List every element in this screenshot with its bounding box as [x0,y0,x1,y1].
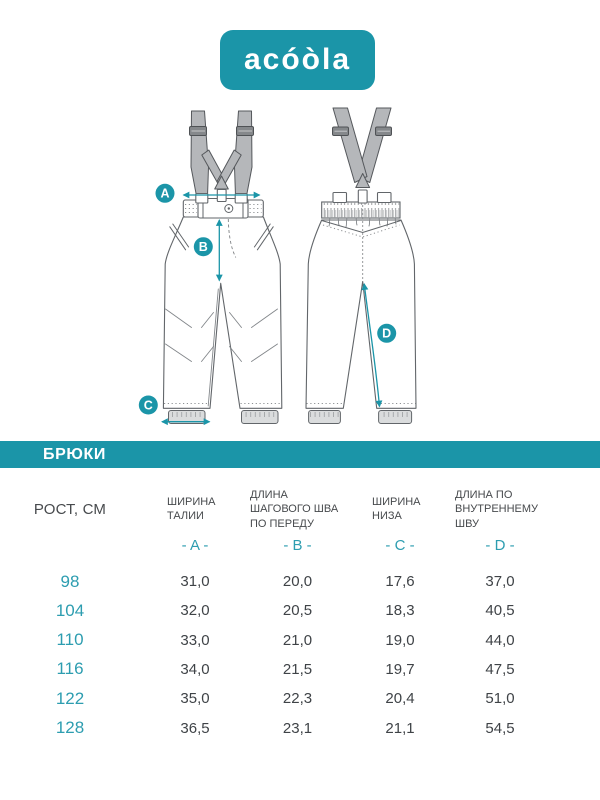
size-cell: 110 [56,630,84,650]
table-row [0,684,600,713]
value-cell: 35,0 [180,690,210,708]
table-row [0,713,600,742]
value-cell: 17,6 [385,573,415,591]
table-header-row [0,488,600,531]
table-row [0,596,600,625]
section-title-band [0,441,600,468]
col-header-waist-width: ШИРИНА ТАЛИИ [167,496,216,523]
table-row [0,625,600,654]
letter-cell-d: - D - [485,537,515,555]
value-cell: 21,1 [385,719,415,737]
table-row [0,567,600,596]
section-title: БРЮКИ [43,445,106,463]
table-row [0,655,600,684]
value-cell: 20,5 [282,602,313,620]
brand-logo-text: acóòla [243,43,352,76]
size-cell: 122 [55,688,85,708]
value-cell: 51,0 [485,690,515,708]
size-cell: 104 [55,600,85,620]
marker-a-badge [156,184,175,203]
marker-d-badge [377,324,396,343]
value-cell: 31,0 [180,573,210,591]
value-cell: 19,7 [385,660,415,678]
marker-c-letter: C [143,398,153,413]
col-header-height: РОСТ, СМ [33,500,107,518]
value-cell: 54,5 [485,719,515,737]
letter-cell-c: - C - [385,537,415,555]
value-cell: 21,5 [282,660,313,678]
letter-cell-b: - B - [283,537,312,555]
table-body [0,567,600,743]
pants-diagram [0,95,600,441]
size-cell: 98 [60,571,80,591]
col-header-front-rise: ДЛИНА ШАГОВОГО ШВА ПО ПЕРЕДУ [250,489,339,530]
value-cell: 47,5 [485,660,515,678]
value-cell: 21,0 [282,631,313,649]
letter-cell-a: - A - [181,537,209,555]
col-header-hem-width: ШИРИНА НИЗА [372,496,421,523]
value-cell: 44,0 [485,631,515,649]
back-view [306,108,416,424]
marker-b-letter: B [198,240,208,254]
marker-a-letter: A [160,186,170,201]
marker-b-badge [194,237,213,256]
value-cell: 20,4 [385,690,415,708]
size-cell: 128 [55,718,85,738]
value-cell: 22,3 [282,690,313,708]
value-cell: 40,5 [485,602,515,620]
value-cell: 34,0 [180,660,210,678]
value-cell: 33,0 [180,631,210,649]
size-table [0,488,600,743]
value-cell: 36,5 [180,719,210,737]
table-letter-row [0,531,600,561]
size-cell: 116 [56,659,84,679]
brand-logo [220,30,375,90]
value-cell: 32,0 [180,602,210,620]
value-cell: 37,0 [485,573,515,591]
value-cell: 18,3 [385,602,415,620]
marker-d-letter: D [382,326,392,341]
front-view [163,111,281,424]
marker-c-badge [139,396,158,415]
value-cell: 20,0 [282,573,313,591]
col-header-inseam: ДЛИНА ПО ВНУТРЕННЕМУ ШВУ [455,489,539,530]
value-cell: 19,0 [385,631,415,649]
value-cell: 23,1 [282,719,313,737]
